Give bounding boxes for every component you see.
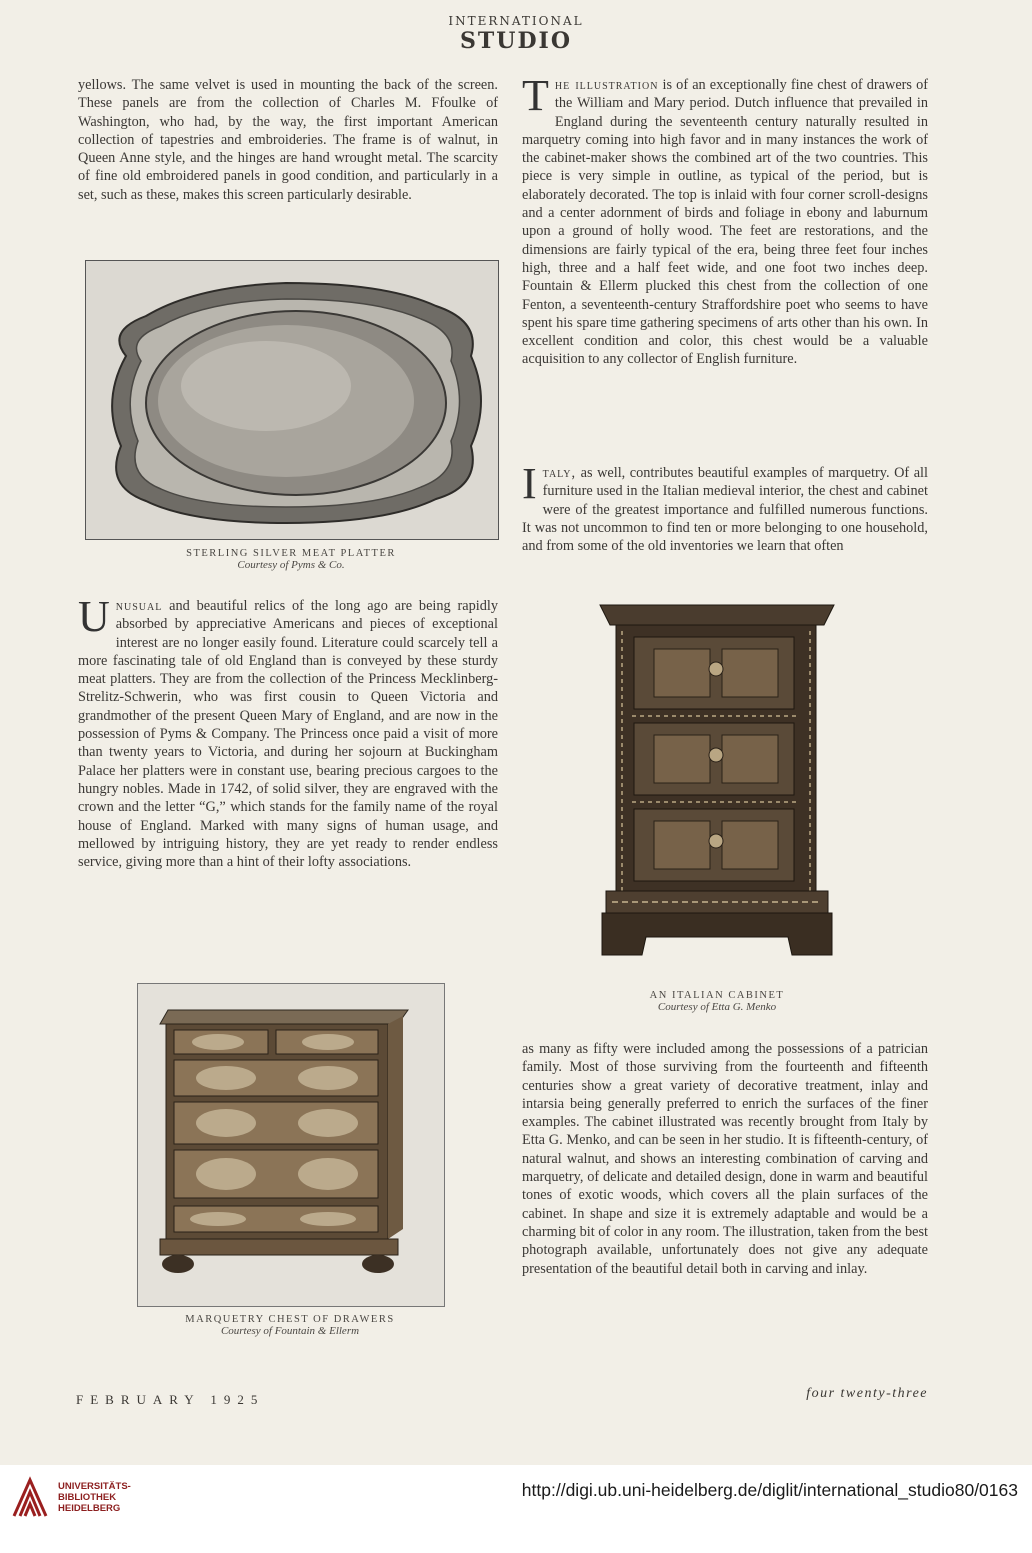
cabinet-photo [592,595,842,975]
cabinet-caption-title: AN ITALIAN CABINET [649,990,785,1001]
platter-caption-title: STERLING SILVER MEAT PLATTER [186,548,396,559]
left-intro-column [78,76,498,204]
chest-caption [137,1314,443,1337]
platter-body: and beautiful relics of the long ago are being rapidly absorbed by appreciative Americans and pieces of exceptional interest are no longer easily found. Literature could scarcely tell a more fascinating tale of old England than is conveyed by these sturdy meat platters. They are from the collection of the Princess Mecklinberg-Strelitz-Schwerin, who was first cousin to Queen Victoria and grandmother of the present Queen Mary of England, and are now in the possession of Pyms & Company. The Princess once paid a visit of more than twenty years to Victoria, and during her sojourn at Buckingham Palace her platters were in constant use, bearing precious cargoes to the hungry nobles. Made in 1742, of solid silver, they are engraved with the crown and the letter “G,” which stands for the family name of the royal house of England. Marked with many signs of human usage, and mellowed by intriguing history, they are yet ready to render endless service, giving more than a hint of their lofty associations. [78,598,498,871]
masthead-title: STUDIO [460,28,572,54]
platter-photo [85,260,499,540]
platter-caption-credit: Courtesy of Pyms & Co. [237,559,345,571]
chest-photo [137,983,445,1307]
platter-image [86,261,498,539]
cabinet-caption [592,990,842,1013]
right-cabinet-column [522,1040,928,1278]
library-name-line1: UNIVERSITÄTS- [58,1481,131,1492]
cabinet-paragraph: as many as fifty were included among the possessions of a patrician family. Most of those surviving from the fourteenth and fifteenth centuries show a great variety of decorative treatment, inlay and intarsia being generally preferred to enrich the surfaces of the finer examples. The cabinet illustrated was recently brought from Italy by Etta G. Menko, and can be seen in her studio. It is fifteenth-century, of natural walnut, and shows an interesting combination of carving and marquetry, of delicate and detailed design, done in warm and beautiful tones of exotic woods, which covers all the plain surfaces of the cabinet. In shape and size it is extremely adaptable and would be a charming bit of color in any room. The illustration, taken from the best photograph available, unfortunately does not give any adequate presentation of the beautiful detail both in carving and inlay. [522,1041,928,1277]
cabinet-image [592,595,842,975]
chest-caption-title: MARQUETRY CHEST OF DRAWERS [185,1314,395,1325]
dropcap-u: U [78,592,110,641]
library-name-line2: BIBLIOTHEK [58,1492,117,1503]
platter-lead: nusual [115,598,163,614]
dropcap-t: T [522,71,549,120]
library-name [58,1481,131,1514]
chest-paragraph [522,71,928,369]
source-url-link[interactable]: http://digi.ub.uni-heidelberg.de/diglit/international_studio80/0163 [521,1480,1018,1500]
platter-caption [85,548,497,571]
library-logo-icon [10,1476,50,1520]
masthead-top: INTERNATIONAL [448,14,584,28]
right-italy-column [522,459,928,555]
italy-lead: taly, [542,465,577,481]
page-number: four twenty-three [806,1386,928,1401]
platter-paragraph [78,592,498,871]
italy-paragraph [522,459,928,555]
masthead [0,14,1032,54]
chest-body: is of an exceptionally fine chest of drawers of the William and Mary period. Dutch influence that prevailed in England during the seventeenth century naturally resulted in marquetry coming into high favor and in many instances the work of the cabinet-maker shows the combined art of the two countries. This piece is very simple in outline, as typical of the period, but is elaborately decorated. The top is inlaid with four corner scroll-designs and a center adornment of birds and foliage in ebony and laburnum upon a ground of holly wood. The feet are restorations, and the dimensions are fairly typical of the era, being three feet four inches high, three and a half feet wide, and one foot two inches deep. Fountain & Ellerm plucked this chest from the collection of one Fenton, a seventeenth-century Straffordshire poet who seems to have spent his spare time gathering specimens of arts other than his own. In excellent condition and color, this chest would be a valuable acquisition to any collector of English furniture. [522,77,928,368]
intro-paragraph: yellows. The same velvet is used in mounting the back of the screen. These panels are from the collection of Charles M. Ffoulke of Washington, who had, by the way, the first important American collection of tapestries and embroideries. The frame is of walnut, in Queen Anne style, and the hinges are hand wrought metal. The scarcity of fine old embroidered panels in good condition, and particularly in a set, such as these, makes this screen particularly desirable. [78,77,498,203]
italy-body: as well, contributes beautiful examples of marquetry. Of all furniture used in the Italian medieval interior, the chest and cabinet were of the greatest importance and fulfilled numerous functions. It was not uncommon to find ten or more belonging to one household, and from some of the old inventories we learn that often [522,465,928,555]
library-name-line3: HEIDELBERG [58,1503,121,1514]
chest-image [138,984,444,1306]
chest-caption-credit: Courtesy of Fountain & Ellerm [220,1325,360,1337]
library-bar [0,1465,1032,1553]
issue-date: FEBRUARY 1925 [76,1392,265,1407]
left-platter-column [78,592,498,871]
cabinet-caption-credit: Courtesy of Etta G. Menko [657,1001,777,1013]
right-chest-column [522,71,928,369]
chest-lead: he illustration [554,77,659,93]
dropcap-i: I [522,459,537,508]
